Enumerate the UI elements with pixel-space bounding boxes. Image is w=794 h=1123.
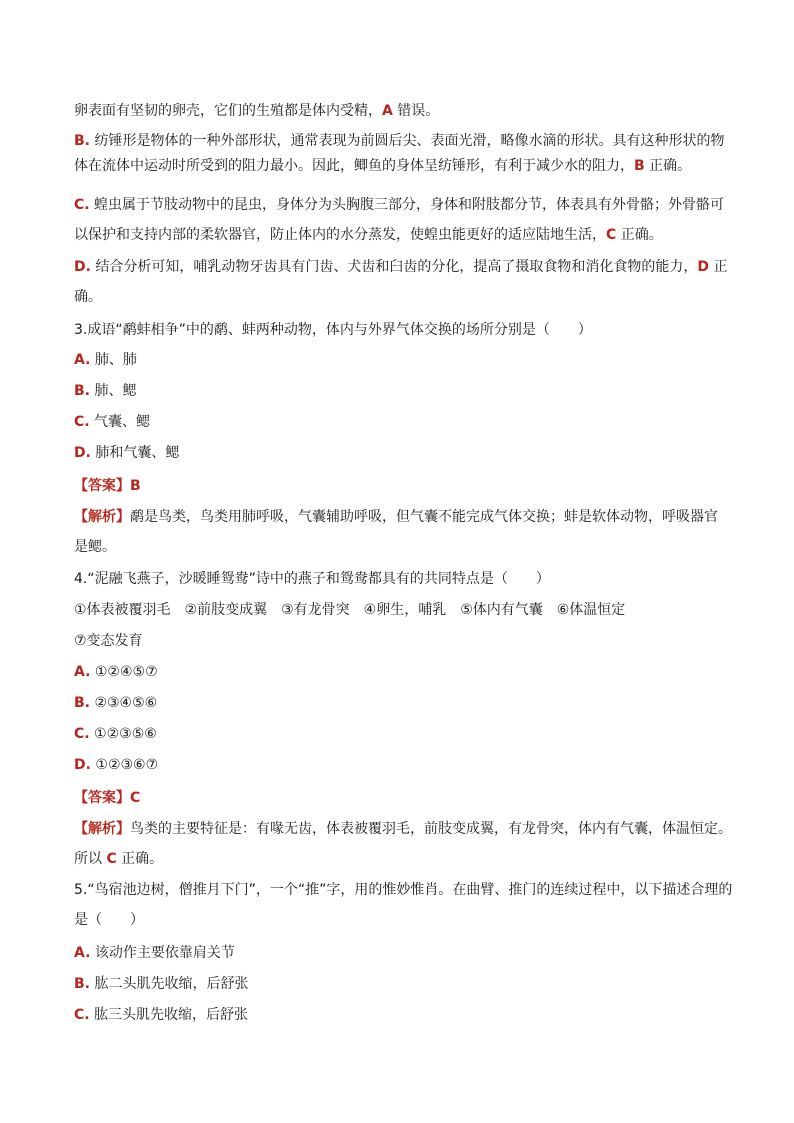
highlighted-label: B. [74, 133, 90, 149]
text-line [74, 975, 248, 993]
text-span: 确。 [74, 289, 102, 305]
text-span: 纺锤形是物体的一种外部形状，通常表现为前圆后尖、表面光滑，略像水滴的形状。具有这种形状的物 [90, 133, 725, 149]
text-span: 正确。 [644, 158, 692, 174]
text-span: ①②③⑤⑥ [89, 726, 157, 742]
text-span: 鸟类的主要特征是：有喙无齿，体表被覆羽毛，前肢变成翼，有龙骨突，体内有气囊，体温恒定。 [130, 821, 732, 837]
highlighted-label: B. [74, 383, 90, 399]
highlighted-label: B. [74, 976, 90, 992]
text-line [74, 632, 143, 650]
highlighted-label: C. [74, 1007, 90, 1023]
text-line [74, 538, 116, 556]
text-span: 鹬是鸟类，鸟类用肺呼吸，气囊辅助呼吸，但气囊不能完成气体交换；蚌是软体动物，呼吸器官 [130, 509, 718, 525]
text-line [74, 288, 102, 306]
text-span: 蝗虫属于节肢动物中的昆虫，身体分为头胸腹三部分，身体和附肢都分节，体表具有外骨骼；外骨骼可 [89, 197, 725, 213]
highlighted-label: D. [74, 757, 91, 773]
highlighted-label: A. [74, 945, 91, 961]
text-line [74, 102, 439, 120]
highlighted-label: B. [74, 695, 90, 711]
text-line [74, 789, 140, 807]
highlighted-label: D. [74, 445, 91, 461]
text-line [74, 226, 663, 244]
text-line [74, 725, 157, 743]
text-span: ①体表被覆羽毛 ②前肢变成翼 ③有龙骨突 ④卵生，哺乳 ⑤体内有气囊 ⑥体温恒定 [74, 602, 626, 618]
text-line [74, 911, 144, 929]
text-line [74, 694, 157, 712]
text-span: 正确。 [116, 851, 164, 867]
text-line [74, 196, 724, 214]
text-span: 正 [709, 259, 728, 275]
text-line [74, 132, 724, 150]
text-span: 所以 [74, 851, 107, 867]
text-line [74, 850, 163, 868]
text-span: 以保护和支持内部的柔软器官，防止体内的水分蒸发，使蝗虫能更好的适应陆地生活， [74, 227, 606, 243]
text-line [74, 258, 727, 276]
text-span: 体在流体中运动时所受到的阻力最小。因此，鲫鱼的身体呈纺锤形，有利于减少水的阻力， [74, 158, 634, 174]
highlighted-label: 【解析】 [74, 509, 130, 525]
text-span: 该动作主要依靠肩关节 [90, 945, 235, 961]
text-line [74, 881, 732, 899]
text-span: 肺、鳃 [90, 383, 137, 399]
text-line [74, 477, 141, 495]
highlighted-label: A [382, 103, 393, 119]
text-span: 4.“泥融飞燕子，沙暖睡鸳鸯”诗中的燕子和鸳鸯都具有的共同特点是（ ） [74, 571, 550, 587]
highlighted-label: C [606, 227, 617, 243]
text-span: 肺和气囊、鳃 [90, 445, 180, 461]
text-span: 肱二头肌先收缩，后舒张 [90, 976, 249, 992]
text-line [74, 1006, 248, 1024]
text-line [74, 601, 625, 619]
text-span: ①②③⑥⑦ [90, 757, 159, 773]
text-line [74, 321, 592, 339]
highlighted-label: C. [74, 197, 90, 213]
highlighted-label: 【答案】C [74, 790, 141, 806]
text-span: 错误。 [392, 103, 440, 119]
text-span: ⑦变态发育 [74, 633, 143, 649]
text-span: 是鳃。 [74, 539, 116, 555]
text-span: 是（ ） [74, 912, 144, 928]
text-span: 3.成语“鹬蚌相争”中的鹬、蚌两种动物，体内与外界气体交换的场所分别是（ ） [74, 322, 592, 338]
text-span: ②③④⑤⑥ [90, 695, 158, 711]
text-line [74, 663, 158, 681]
text-line [74, 570, 550, 588]
highlighted-label: D [697, 259, 710, 275]
text-span: 结合分析可知，哺乳动物牙齿具有门齿、犬齿和臼齿的分化，提高了摄取食物和消化食物的能力， [90, 259, 698, 275]
text-line [74, 944, 235, 962]
highlighted-label: C. [74, 726, 90, 742]
highlighted-label: A. [74, 352, 91, 368]
highlighted-label: 【解析】 [74, 821, 130, 837]
text-span: 气囊、鳃 [89, 414, 151, 430]
text-line [74, 756, 158, 774]
text-span: 肱三头肌先收缩，后舒张 [89, 1007, 249, 1023]
highlighted-label: C. [74, 414, 90, 430]
highlighted-label: A. [74, 664, 91, 680]
text-line [74, 508, 718, 526]
text-line [74, 444, 179, 462]
highlighted-label: D. [74, 259, 91, 275]
highlighted-label: B [634, 158, 645, 174]
text-span: 正确。 [616, 227, 663, 243]
text-span: 卵表面有坚韧的卵壳，它们的生殖都是体内受精， [74, 103, 382, 119]
text-line [74, 351, 137, 369]
text-line [74, 413, 150, 431]
highlighted-label: 【答案】B [74, 478, 141, 494]
text-span: 肺、肺 [90, 352, 137, 368]
text-line [74, 382, 136, 400]
text-line [74, 820, 732, 838]
text-line [74, 157, 691, 175]
text-span: 5.“鸟宿池边树，僧推月下门”，一个“推”字，用的惟妙惟肖。在曲臂、推门的连续过程中，以下描述合理的 [74, 882, 733, 898]
text-span: ①②④⑤⑦ [90, 664, 158, 680]
highlighted-label: C [106, 851, 117, 867]
